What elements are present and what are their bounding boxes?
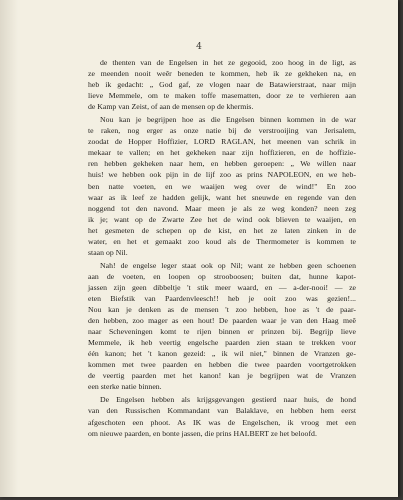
text-line: om nieuwe paarden, en bonte jassen, die prins HALBERT ze het beloofd. xyxy=(88,428,317,438)
text-line: staan op Nil. xyxy=(88,247,128,257)
text-line: Nou kan je denken as de mensen 't zoo hebben, hoe as 't de paar- xyxy=(88,305,356,315)
text-line: ben natte voeten, en we waaijen weg over de wind!" En zoo xyxy=(88,181,356,191)
text-line: van den Russischen Kommandant van Balaklave, en hebben hem eerst xyxy=(88,406,356,416)
text-line: de Kamp van Zeist, of aan de mensen op de khermis. xyxy=(88,102,254,112)
text-line: zoodat de Hopper Hoffizier, LORD RAGLAN, het meenen van schrik in xyxy=(88,137,356,147)
text-line: lieve Memmele, om te maken toffe masematten, door ze te verhieren aan xyxy=(88,91,356,101)
text-line: heb ik gedacht: „ God gaf, ze vlogen naar de Batawierstraat, naar mijn xyxy=(88,80,356,90)
text-line: het gesmeten de schepen op de kist, en het ze laten zinken in de xyxy=(88,225,356,235)
paragraph-2 xyxy=(88,114,356,258)
text-line: waar as ik leef ze hadden gelijk, want het sneuwde en regende van den xyxy=(88,192,356,202)
text-line: Nah! de engelse leger staat ook op Nil; want ze hebben geen schoenen xyxy=(100,260,356,270)
text-line: te raken, nog erger as onze natie bij de verstrooijing van Jerisalem, xyxy=(88,126,356,136)
text-line: één kanon; het 't kanon gezeid: „ ik wil niet," binnen de Vranzen ge- xyxy=(88,349,356,359)
text-line: water, en het et gemaakt zoo koud als de Thermometer is kommen te xyxy=(88,236,356,246)
text-line: kommen met twee paarden en hebben die twee paarden voortgetrokken xyxy=(88,360,356,370)
text-line: ze meenden nooit weêr beneden te kommen, heb ik ze gekheken na, en xyxy=(88,69,356,79)
text-line: een sterke natie binnen. xyxy=(88,382,162,392)
page-number: 4 xyxy=(196,42,202,52)
paragraph-4 xyxy=(88,394,356,438)
text-line: mekaar te vallen; en het gekheken naar zijn hoffizieren, en de hoffizie- xyxy=(88,148,356,158)
page-gutter-shadow xyxy=(0,0,18,497)
text-line: Memmele, ik heb veertig engelsche paarden zien staan te trekken voor xyxy=(88,338,356,348)
text-line: de veertig paarden met het kanon! kan je begrijpen wat de Vranzen xyxy=(88,371,356,381)
text-line: De Engelsen hebben als krijgsgevangen gestierd naar huis, de hond xyxy=(100,395,356,405)
text-line: naar Scheveningen komt te rijen binnen er prinzen bij. Begrijp lieve xyxy=(88,327,356,337)
text-line: afgeschoten een phoot. As IK was de Engelschen, ik vroog met een xyxy=(88,417,356,427)
paragraph-1 xyxy=(88,57,356,112)
text-line: Nou kan je begrijpen hoe as die Engelsen binnen kommen in de war xyxy=(100,115,356,125)
text-line: huis! we hebben ook pijn in de lijf zoo as prins NAPOLEON, en we heb- xyxy=(88,170,356,180)
text-line: jassen zijn geen dibbeltje 't stik meer waard, en — a-der-nooi! — ze xyxy=(88,282,356,292)
text-line: noggend tot den navond. Maar meen je als ze weg konden? neen zeg xyxy=(88,203,356,213)
text-line: den hebben, zoo mager as een hout! De paarden waar je van den Haag meê xyxy=(88,316,356,326)
text-line: ik je; want op de Zwarte Zee het de wind ook blieven te waaijen, en xyxy=(88,214,356,224)
body-text xyxy=(88,57,356,439)
text-line: aan de voeten, en loopen op strooboosen; buiten dat, hunne kapot- xyxy=(88,271,356,281)
text-line: ren hebben gekheken naar hem, en hebben geroepen: „ We willen naar xyxy=(88,159,356,169)
paragraph-3 xyxy=(88,260,356,393)
text-line: eten Biefstik van Paardenvleesch!! heb je ooit zoo was gezien!... xyxy=(88,293,356,303)
text-line: de thenten van de Engelsen in het ze gegooid, zoo hoog in de ligt, as xyxy=(100,58,356,67)
